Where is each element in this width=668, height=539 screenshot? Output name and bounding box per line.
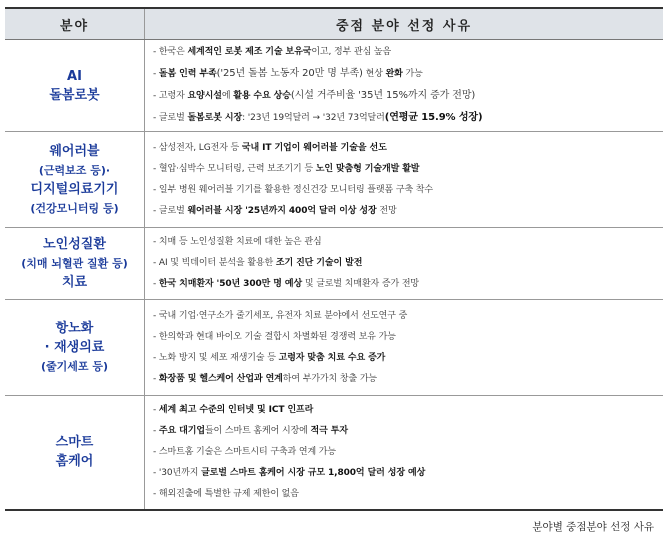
reason-emphasis: 고령자 맞춤 치료 수요 증가 (278, 352, 386, 363)
reason-emphasis: 국내 IT 기업이 웨어러블 기술을 선도 (241, 142, 387, 153)
reason-item (153, 232, 663, 253)
category-line: 치료 (61, 275, 88, 290)
reason-emphasis: 주요 대기업 (158, 425, 205, 436)
reason-text: 하여 부가가치 창출 가능 (282, 373, 378, 384)
category-line: · 재생의료 (44, 340, 105, 355)
reason-item (153, 159, 663, 180)
category-line: (줄기세포 등) (40, 360, 108, 373)
category-line: (근력보조 등)· (38, 163, 111, 177)
reasons-table (5, 7, 663, 511)
table-row (5, 132, 663, 228)
category-line: 웨어러블 (49, 143, 100, 159)
reason-emphasis: 노인 맞춤형 기술개발 활발 (315, 163, 420, 174)
category-line: 노인성질환 (43, 237, 106, 252)
reason-text: - 일부 병원 웨어러블 기기를 활용한 정신건강 모니터링 플랫폼 구축 착수 (153, 184, 433, 195)
category-cell (5, 396, 145, 510)
reason-text: - (153, 69, 159, 79)
reasons-cell (145, 40, 664, 132)
reason-text: - 글로벌 (153, 205, 188, 216)
table-row (5, 396, 663, 510)
reason-emphasis: 한국 치매환자 '50년 300만 명 예상 (158, 279, 303, 289)
table-header-row (5, 8, 663, 40)
reason-emphasis: 글로벌 스마트 홈케어 시장 규모 1,800억 달러 성장 예상 (201, 467, 426, 478)
reason-text: 및 글로벌 치매환자 증가 전망 (302, 279, 420, 289)
reason-text: - 혈압·심박수 모니터링, 근력 보조기기 등 (153, 163, 316, 174)
reason-emphasis: 조기 진단 기술이 발전 (275, 258, 363, 268)
category-cell (5, 40, 145, 132)
reason-text: 이고, 정부 관심 높음 (311, 47, 392, 57)
reason-emphasis: 활용 수요 상승 (233, 91, 291, 101)
category-line: 홈케어 (55, 454, 94, 470)
category-cell (5, 228, 145, 300)
reason-text: - (153, 279, 159, 289)
reason-emphasis: 적극 투자 (310, 425, 348, 436)
table-row (5, 228, 663, 300)
reason-item (153, 138, 663, 159)
reason-item (153, 107, 663, 129)
reason-emphasis: (연평균 15.9% 성장) (384, 112, 483, 123)
reasons-cell (145, 300, 664, 396)
reason-text: - 한국은 (153, 47, 188, 57)
reason-emphasis: 웨어러블 시장 '25년까지 400억 달러 이상 성장 (187, 205, 377, 216)
reason-emphasis: 완화 (385, 69, 403, 79)
reason-item (153, 253, 663, 274)
reason-text: 들이 스마트 홈케어 시장에 (204, 425, 311, 436)
reason-item (153, 348, 663, 369)
header-field: 분야 (5, 8, 145, 40)
reason-text: - 노화 방지 및 세포 재생기술 등 (153, 352, 279, 363)
reason-emphasis: 화장품 및 헬스케어 산업과 연계 (158, 373, 283, 384)
reason-item (153, 400, 663, 421)
reason-item (153, 306, 663, 327)
reason-emphasis: 세계적인 로봇 제조 기술 보유국 (187, 47, 312, 57)
category-line: 디지털의료기기 (30, 181, 119, 197)
table-row (5, 40, 663, 132)
reason-text: 가능 (402, 69, 423, 79)
reason-text: - 글로벌 (153, 113, 188, 123)
reason-item (153, 484, 663, 505)
reason-text: - 스마트홈 기술은 스마트시티 구축과 연계 가능 (153, 446, 336, 457)
reason-text: (시설 거주비율 '35년 15%까지 증가 전망) (290, 90, 476, 101)
category-line: 돌봄로봇 (49, 87, 100, 103)
reason-emphasis: 요양시설 (187, 91, 222, 101)
reason-text: - (153, 425, 159, 436)
reason-item (153, 63, 663, 85)
category-cell (5, 132, 145, 228)
reason-text: ('25년 돌봄 노동자 20만 명 부족) (216, 68, 363, 79)
reason-item (153, 42, 663, 63)
reason-item (153, 327, 663, 348)
reasons-cell (145, 132, 664, 228)
reason-text: 에 (221, 91, 234, 101)
header-reason: 중점 분야 선정 사유 (145, 8, 664, 40)
reason-item (153, 421, 663, 442)
reasons-cell (145, 396, 664, 510)
table-row (5, 300, 663, 396)
reason-text: : '23년 19억달러 → '32년 73억달러 (242, 113, 385, 123)
reason-text: - 국내 기업·연구소가 줄기세포, 유전자 치료 분야에서 선도연구 중 (153, 310, 408, 321)
category-line: 항노화 (55, 321, 94, 336)
reason-text: - 한의학과 현대 바이오 기술 결합시 차별화된 경쟁력 보유 가능 (153, 331, 396, 342)
reason-text: - 삼성전자, LG전자 등 (153, 142, 242, 153)
category-line: 스마트 (55, 435, 94, 451)
reason-item (153, 85, 663, 107)
reason-item (153, 369, 663, 390)
reason-text: - 고령자 (153, 91, 188, 101)
reason-text: - '30년까지 (153, 467, 202, 478)
reason-text: 현상 (362, 69, 386, 79)
reason-item (153, 180, 663, 201)
category-line: (건강모니터링 등) (30, 201, 119, 215)
reason-text: - AI 및 빅데이터 분석을 활용한 (153, 258, 276, 268)
reasons-cell (145, 228, 664, 300)
reason-text: - 해외진출에 특별한 규제 제한이 없음 (153, 488, 299, 499)
reason-text: - (153, 373, 159, 384)
table-caption: 분야별 중점분야 선정 사유 (532, 521, 654, 533)
reason-item (153, 442, 663, 463)
reason-item (153, 463, 663, 484)
reason-emphasis: 돌봄 인력 부족 (158, 69, 217, 79)
category-cell (5, 300, 145, 396)
reason-emphasis: 돌봄로봇 시장 (187, 113, 243, 123)
reason-emphasis: 세계 최고 수준의 인터넷 및 ICT 인프라 (158, 404, 314, 415)
reason-text: 전망 (376, 205, 397, 216)
reason-item (153, 201, 663, 222)
reason-text: - 치매 등 노인성질환 치료에 대한 높은 관심 (153, 237, 322, 247)
category-line: AI (67, 68, 82, 84)
category-line: (치매 뇌혈관 질환 등) (21, 257, 128, 270)
reason-text: - (153, 404, 159, 415)
reason-item (153, 274, 663, 295)
